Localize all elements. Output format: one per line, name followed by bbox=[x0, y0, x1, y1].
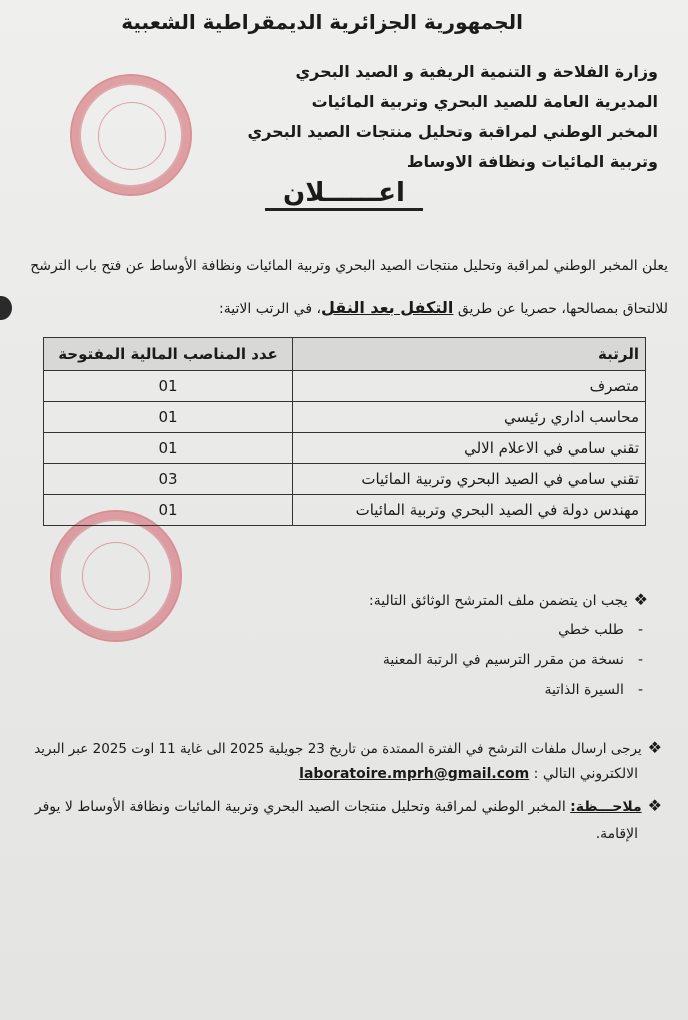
diamond-bullet-icon: ❖ bbox=[647, 738, 662, 757]
column-header-rank: الرتبة bbox=[293, 338, 646, 371]
column-header-positions: عدد المناصب المالية المفتوحة bbox=[44, 338, 293, 371]
list-item: -نسخة من مقرر الترسيم في الرتبة المعنية bbox=[382, 652, 643, 668]
republic-name: الجمهورية الجزائرية الديمقراطية الشعبية bbox=[121, 10, 523, 34]
intro-line2: للالتحاق بمصالحها، حصريا عن طريق التكفل بعد النقل، في الرتب الاتية: bbox=[219, 298, 668, 317]
lab-name-line1: المخبر الوطني لمراقبة وتحليل منتجات الصيد البحري bbox=[247, 122, 658, 141]
table-row bbox=[44, 495, 646, 526]
positions-cell: 01 bbox=[44, 433, 293, 464]
positions-cell: 01 bbox=[44, 371, 293, 402]
diamond-bullet-icon: ❖ bbox=[633, 590, 648, 609]
rank-cell: تقني سامي في الصيد البحري وتربية المائيات bbox=[293, 464, 646, 495]
ministry-name: وزارة الفلاحة و التنمية الريفية و الصيد البحري bbox=[295, 62, 658, 81]
rank-cell: محاسب اداري رئيسي bbox=[293, 402, 646, 433]
ranks-table bbox=[43, 337, 646, 526]
diamond-bullet-icon: ❖ bbox=[647, 796, 662, 815]
intro-highlight: التكفل بعد النقل bbox=[321, 298, 454, 317]
positions-cell: 01 bbox=[44, 402, 293, 433]
rank-cell: مهندس دولة في الصيد البحري وتربية المائيات bbox=[293, 495, 646, 526]
note-label: ملاحـــظة: bbox=[570, 799, 642, 815]
directorate-name: المديرية العامة للصيد البحري وتربية المائيات bbox=[311, 92, 658, 111]
list-item: -طلب خطي bbox=[558, 622, 643, 638]
submission-line1: ❖يرجى ارسال ملفات الترشح في الفترة الممتدة من تاريخ 23 جويلية 2025 الى غاية 11 اوت 2025 عبر البريد bbox=[34, 738, 662, 757]
submission-line2: الالكتروني التالي : laboratoire.mprh@gmail.com bbox=[299, 766, 638, 782]
announcement-title: اعــــــلان bbox=[0, 178, 688, 208]
intro-line1: يعلن المخبر الوطني لمراقبة وتحليل منتجات الصيد البحري وتربية المائيات ونظافة الأوساط عن فتح باب الترشح bbox=[30, 258, 668, 274]
list-item: -السيرة الذاتية bbox=[544, 682, 643, 698]
rank-cell: تقني سامي في الاعلام الالي bbox=[293, 433, 646, 464]
lab-name-line2: وتربية المائيات ونظافة الاوساط bbox=[406, 152, 658, 171]
table-header-row bbox=[44, 338, 646, 371]
table-row bbox=[44, 402, 646, 433]
note-line2: الإقامة. bbox=[595, 826, 638, 842]
official-stamp-bottom bbox=[50, 510, 182, 642]
positions-cell: 01 bbox=[44, 495, 293, 526]
documents-intro: ❖يجب ان يتضمن ملف المترشح الوثائق التالية: bbox=[369, 590, 648, 609]
table-row bbox=[44, 464, 646, 495]
table-row bbox=[44, 371, 646, 402]
contact-email[interactable]: laboratoire.mprh@gmail.com bbox=[299, 766, 530, 782]
punch-hole-mark bbox=[0, 296, 12, 320]
positions-cell: 03 bbox=[44, 464, 293, 495]
table-row bbox=[44, 433, 646, 464]
rank-cell: متصرف bbox=[293, 371, 646, 402]
note-line1: ❖ملاحـــظة: المخبر الوطني لمراقبة وتحليل منتجات الصيد البحري وتربية المائيات ونظافة الأوساط لا يوفر bbox=[34, 796, 662, 815]
